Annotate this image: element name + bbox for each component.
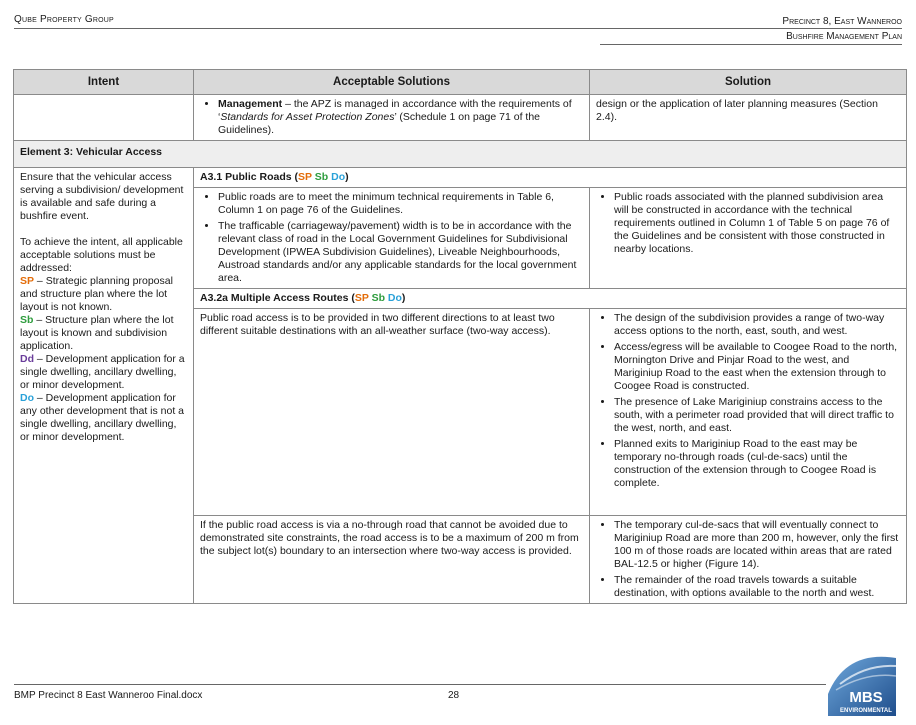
list-item: • Planned exits to Mariginiup Road to the east may be temporary no-through roads (cul-de-sacs) until the construction of the extension through to Coogee Road is complete.: [614, 438, 900, 490]
table-row-previous-continued: [14, 95, 907, 141]
a32a-solution-cell-1: [590, 309, 907, 516]
list-item: • The presence of Lake Mariginiup constrains access to the south, with a perimeter road provided that will direct traffic to the west, north, and east.: [614, 396, 900, 435]
element-title: Element 3: Vehicular Access: [14, 141, 907, 168]
col-header-acceptable-solutions: Acceptable Solutions: [194, 70, 590, 95]
a32a-acceptable-cell-1: Public road access is to be provided in two different directions to at least two different suitable destinations with an all-weather surface (two-way access).: [194, 309, 590, 516]
intent-instruction: To achieve the intent, all applicable acceptable solutions must be addressed:: [20, 236, 183, 274]
footer-filename: BMP Precinct 8 East Wanneroo Final.docx: [14, 690, 203, 701]
list-item: • Management – the APZ is managed in accordance with the requirements of ‘Standards for Asset Protection Zones’ (Schedule 1 on page 71 of the Guidelines).: [218, 98, 583, 137]
header-subrule: [600, 44, 902, 45]
intent-text: Ensure that the vehicular access serving a subdivision/ development is available and safe during a bushfire event.: [20, 171, 184, 222]
legend-sb: Sb – Structure plan where the lot layout is known and subdivision application.: [20, 314, 174, 352]
plan-name: Bushfire Management Plan: [786, 31, 902, 42]
a32a-acceptable-cell-2: If the public road access is via a no-through road that cannot be avoided due to demonstrated site constraints, the road access is to be a maximum of 200 m from the subject lot(s) boundary to an intersection where two-way access is provided.: [194, 516, 590, 604]
legend-dd: Dd – Development application for a single dwelling, ancillary dwelling, or minor development.: [20, 353, 185, 391]
a31-acceptable-cell: [194, 188, 590, 289]
a31-solution-cell: [590, 188, 907, 289]
a32a-title: A3.2a Multiple Access Routes (SP Sb Do): [194, 289, 907, 309]
list-item: • The remainder of the road travels towards a suitable destination, with options available to the north and west.: [614, 574, 900, 600]
list-item: • The trafficable (carriageway/pavement) width is to be in accordance with the relevant class of road in the Local Government Guidelines for Subdivisional Development (IPWEA Subdivision Guidelines), Liveable Neighbourhoods, Austroad standards and/or any applicable standards for the local government area.: [218, 220, 583, 285]
list-item: • Public roads are to meet the minimum technical requirements in Table 6, Column 1 on page 76 of the Guidelines.: [218, 191, 583, 217]
col-header-intent: Intent: [14, 70, 194, 95]
header-rule: [14, 28, 902, 29]
footer-rule: [14, 684, 826, 685]
list-item: • The design of the subdivision provides a range of two-way access options to the north, east, south, and west.: [614, 312, 900, 338]
legend-do: Do – Development application for any other development that is not a single dwelling, ancillary dwelling, or minor development.: [20, 392, 185, 443]
table-header-row: [14, 70, 907, 95]
list-item: • Public roads associated with the planned subdivision area will be constructed in accordance with the technical requirements outlined in Column 1 of Table 5 on page 76 of the Guidelines and be consistent with those constructed in nearby locations.: [614, 191, 900, 256]
solution-cell-continued: design or the application of later planning measures (Section 2.4).: [590, 95, 907, 141]
acceptable-cell-management: [194, 95, 590, 141]
project-name: Precinct 8, East Wanneroo: [782, 16, 902, 27]
page-number: 28: [448, 690, 460, 701]
document-title-block: [782, 14, 902, 44]
list-item: • Access/egress will be available to Coogee Road to the north, Mornington Drive and Pinjar Road to the west, and Mariginiup Road to the east when the extension through to Coogee Road is constructed.: [614, 341, 900, 393]
element-heading-row: [14, 141, 907, 168]
mbs-environmental-logo: [826, 654, 898, 718]
legend-sp: SP – Strategic planning proposal and structure plan where the lot layout is not known.: [20, 275, 173, 313]
a31-title: A3.1 Public Roads (SP Sb Do): [194, 168, 907, 188]
intent-cell: [14, 168, 194, 604]
intent-cell-empty: [14, 95, 194, 141]
list-item: • The temporary cul-de-sacs that will eventually connect to Mariginiup Road are more than 200 m, however, only the first 100 m of those roads are located within areas that are rated BAL-12.5 or higher (Figure 14).: [614, 519, 900, 571]
company-name: Qube Property Group: [14, 14, 114, 25]
a31-heading-row: [14, 168, 907, 188]
svg-text:MBS: MBS: [849, 689, 883, 706]
a32a-solution-cell-2: [590, 516, 907, 604]
bushfire-criteria-table: [13, 69, 907, 604]
col-header-solution: Solution: [590, 70, 907, 95]
svg-text:ENVIRONMENTAL: ENVIRONMENTAL: [840, 708, 892, 714]
